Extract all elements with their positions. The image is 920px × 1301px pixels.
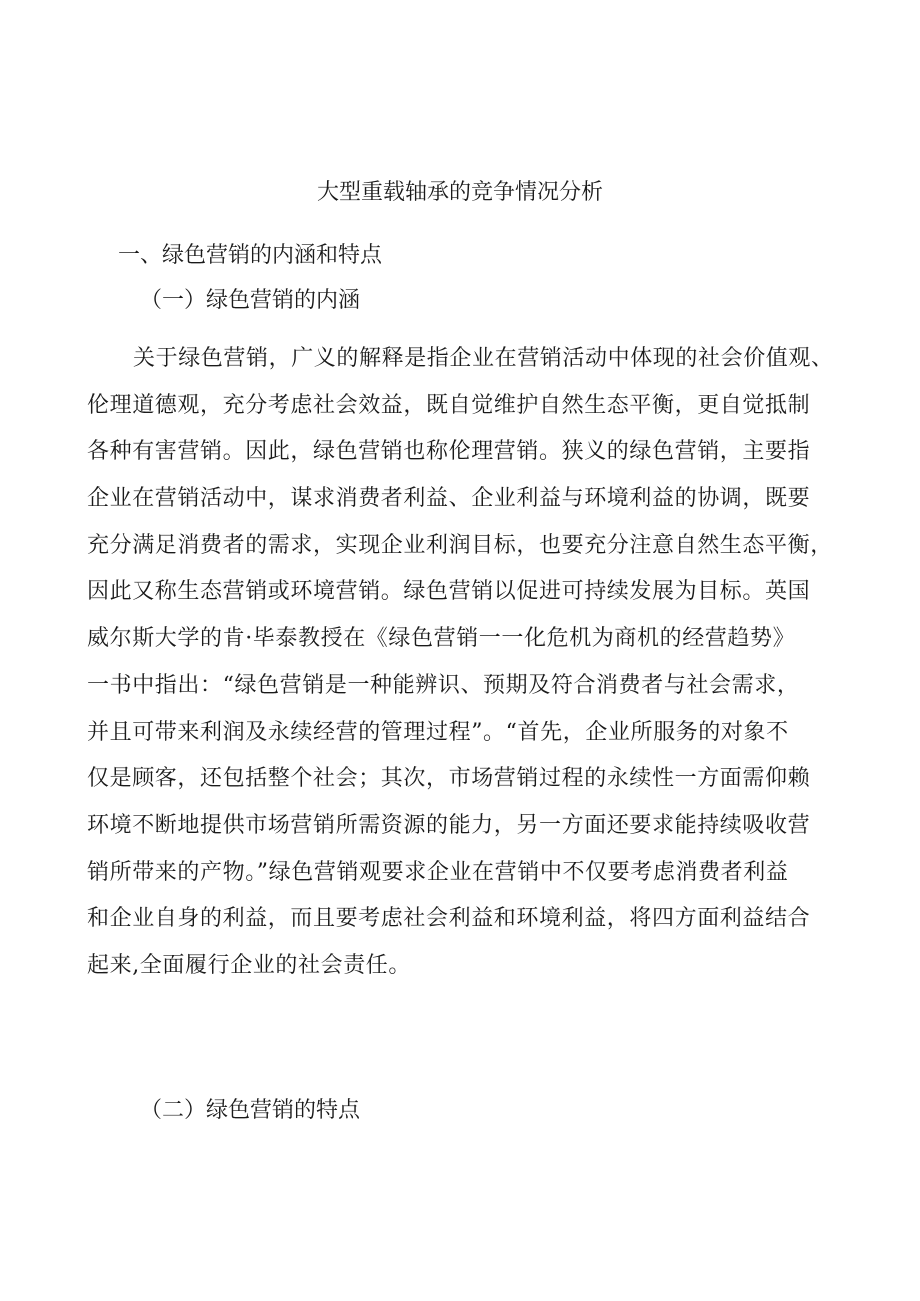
paragraph-line: 因此又称生态营销或环境营销。绿色营销以促进可持续发展为目标。英国 [87, 579, 811, 605]
paragraph-line: 威尔斯大学的肯·毕泰教授在《绿色营销一一化危机为商机的经营趋势》 [87, 626, 796, 652]
paragraph-line: 企业在营销活动中，谋求消费者利益、企业利益与环境利益的协调，既要 [87, 486, 811, 512]
paragraph-line: 和企业自身的利益，而且要考虑社会利益和环境利益，将四方面利益结合 [87, 906, 811, 932]
paragraph-line: 环境不断地提供市场营销所需资源的能力，另一方面还要求能持续吸收营 [87, 812, 811, 838]
paragraph-line: 充分满足消费者的需求，实现企业利润目标，也要充分注意自然生态平衡， [87, 532, 833, 558]
document-title: 大型重载轴承的竞争情况分析 [316, 180, 603, 205]
paragraph-line: 销所带来的产物。”绿色营销观要求企业在营销中不仅要考虑消费者利益 [87, 859, 789, 885]
subsection-heading: （一）绿色营销的内涵 [140, 288, 361, 313]
paragraph-line: 并且可带来利润及永续经营的管理过程”。“首先，企业所服务的对象不 [87, 719, 789, 745]
paragraph [87, 344, 847, 998]
paragraph-line: 各种有害营销。因此，绿色营销也称伦理营销。狭义的绿色营销，主要指 [87, 439, 811, 465]
paragraph-line: 起来,全面履行企业的社会责任。 [87, 952, 411, 978]
paragraph-line: 一书中指出：“绿色营销是一种能辨识、预期及符合消费者与社会需求， [87, 672, 800, 698]
section-heading: 一、绿色营销的内涵和特点 [118, 243, 383, 268]
paragraph-line: 仅是顾客，还包括整个社会；其次，市场营销过程的永续性一方面需仰赖 [87, 766, 811, 792]
paragraph-line: 伦理道德观，充分考虑社会效益，既自觉维护自然生态平衡，更自觉抵制 [87, 392, 811, 418]
paragraph-line: 关于绿色营销，广义的解释是指企业在营销活动中体现的社会价值观、 [133, 346, 834, 371]
subsection-heading: （二）绿色营销的特点 [140, 1098, 361, 1123]
